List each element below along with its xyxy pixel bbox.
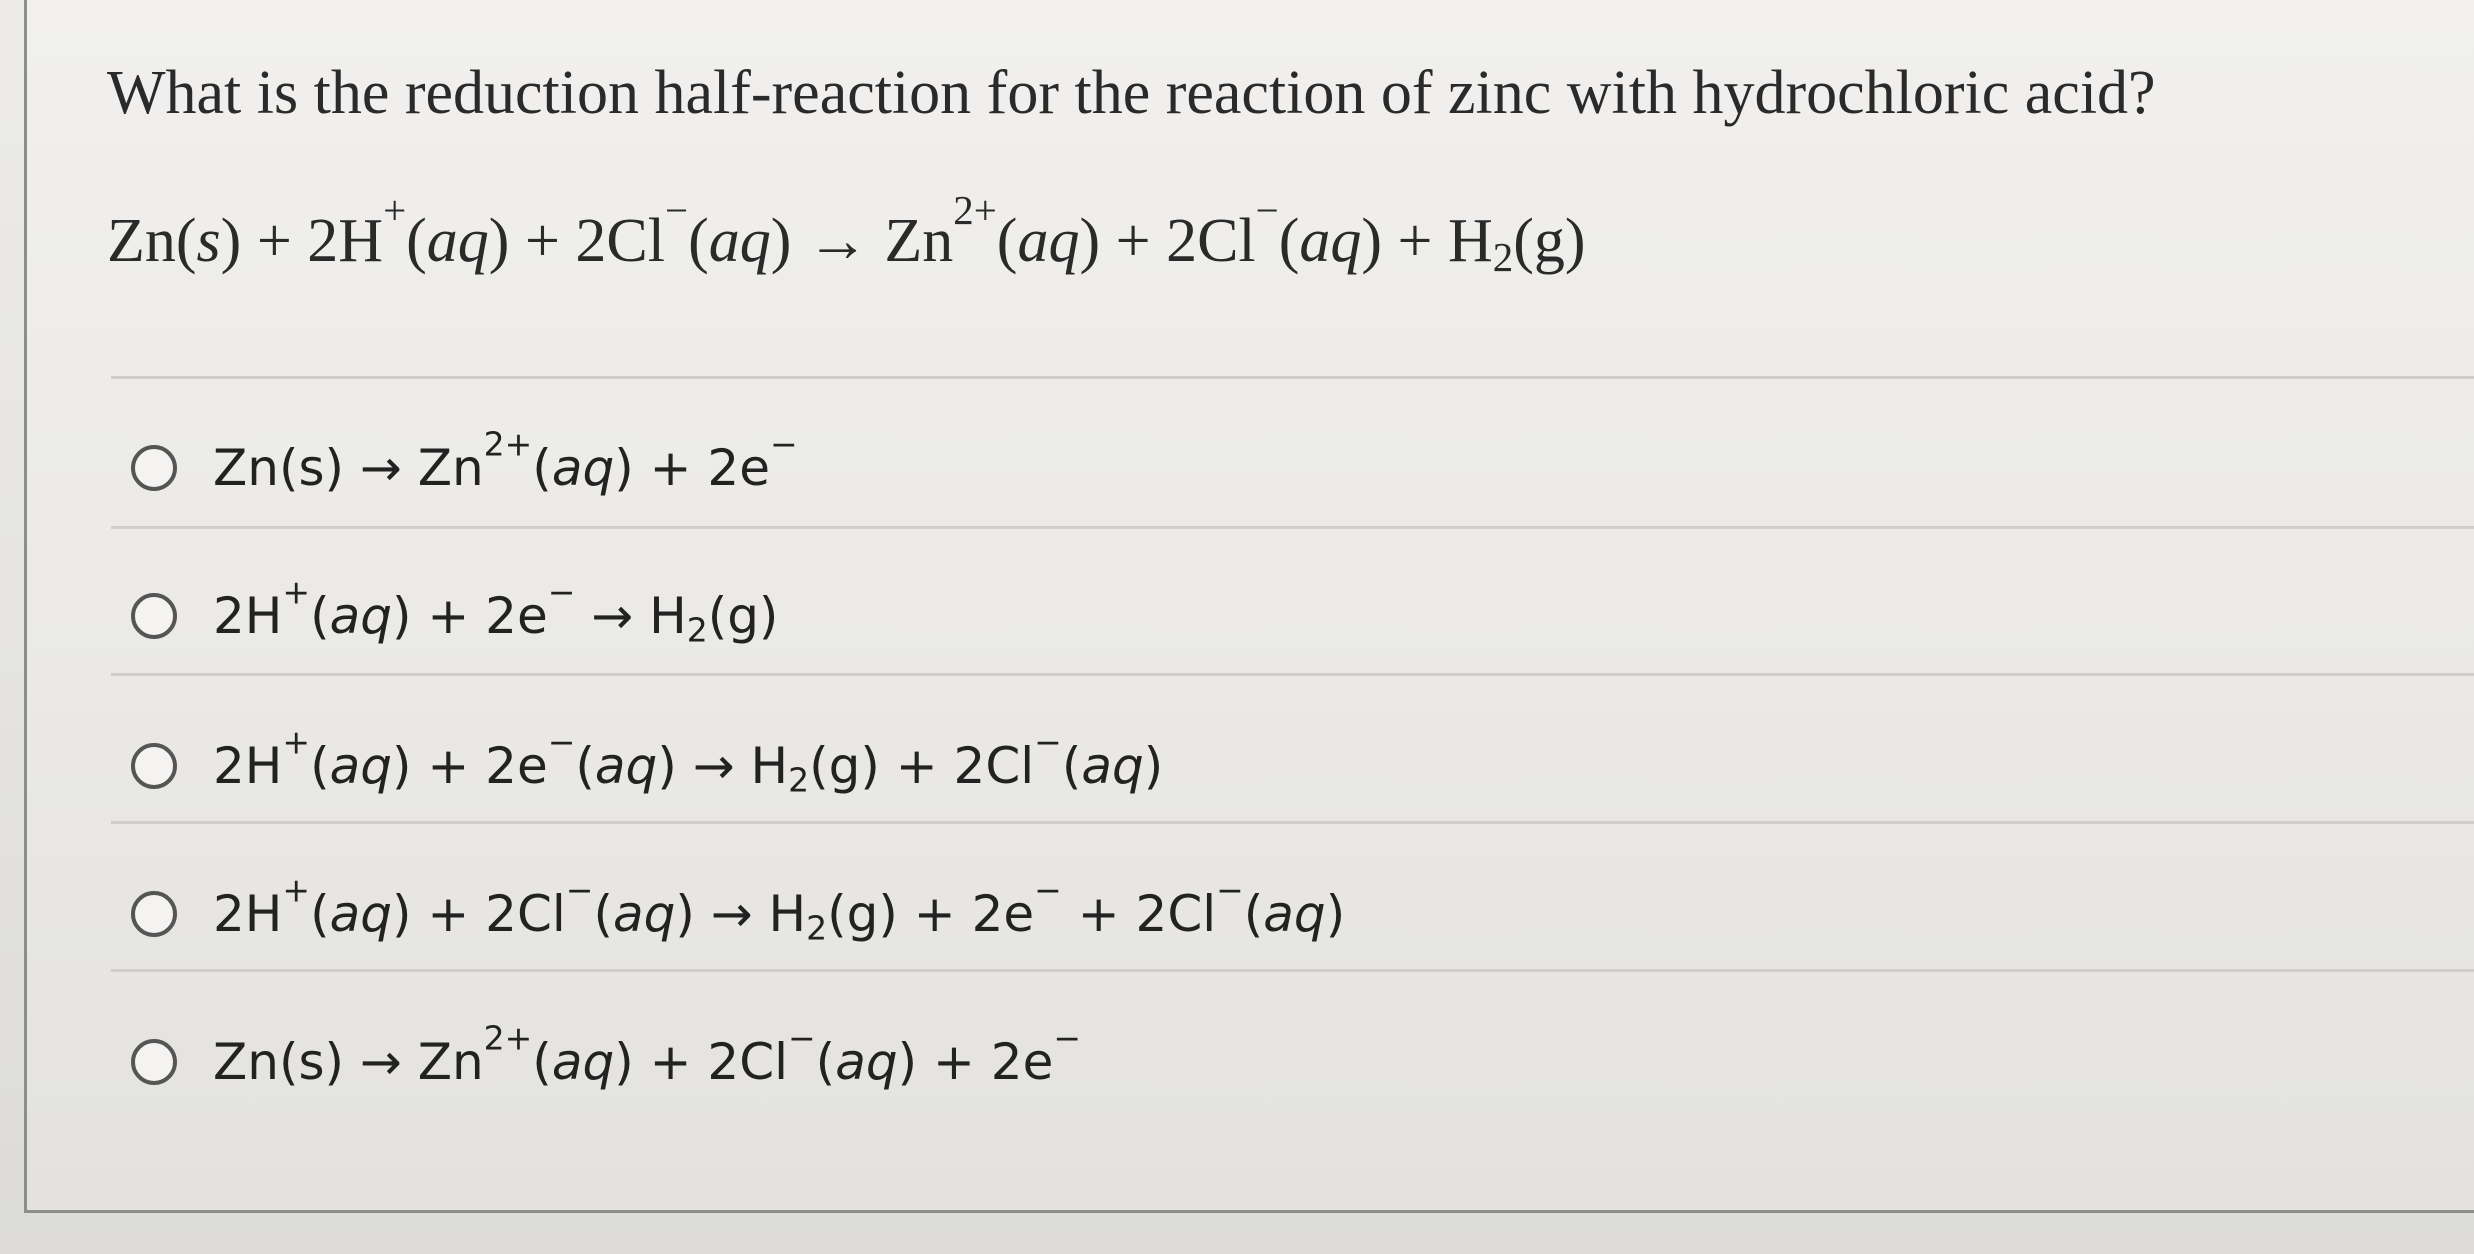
- option-subscript: 2: [806, 908, 828, 948]
- option-text-part: (: [310, 587, 330, 645]
- question-text: What is the reduction half-reaction for the reaction of zinc with hydrochloric acid?: [107, 59, 2156, 127]
- option-charge: +: [282, 722, 311, 762]
- eq-part: Zn(: [107, 207, 197, 275]
- option-charge: −: [565, 870, 594, 910]
- eq-part: ) + 2Cl: [488, 207, 665, 275]
- option-text-part: (g) + 2e: [827, 885, 1035, 943]
- eq-state: aq: [1017, 207, 1080, 275]
- option-charge: −: [1053, 1018, 1081, 1058]
- answer-option[interactable]: [131, 864, 1345, 964]
- option-text-part: (: [532, 439, 552, 497]
- eq-state: aq: [426, 207, 489, 275]
- eq-charge: −: [1255, 188, 1279, 234]
- eq-subscript: 2: [1492, 235, 1514, 281]
- option-text-part: ) + 2Cl: [391, 885, 566, 943]
- divider: [111, 526, 2474, 529]
- option-state: aq: [835, 1033, 898, 1091]
- eq-part: (: [688, 207, 709, 275]
- divider: [111, 969, 2474, 972]
- eq-state: aq: [708, 207, 771, 275]
- eq-part: ) + 2H: [220, 207, 384, 275]
- eq-charge: −: [665, 188, 689, 234]
- option-state: aq: [1081, 737, 1144, 795]
- option-state: aq: [1263, 885, 1326, 943]
- option-text-part: (: [1243, 885, 1264, 943]
- divider: [111, 376, 2474, 379]
- option-text-part: ): [1325, 885, 1346, 943]
- option-text-part: (: [310, 885, 330, 943]
- option-text-part: ) + 2Cl: [614, 1033, 789, 1091]
- eq-part: ) → Zn: [770, 207, 954, 275]
- option-state: aq: [612, 885, 676, 943]
- option-text-part: ): [1143, 737, 1164, 795]
- option-state: aq: [551, 1033, 615, 1091]
- option-subscript: 2: [788, 760, 810, 800]
- eq-part: (: [1278, 207, 1300, 275]
- option-state: aq: [594, 737, 658, 795]
- answer-option[interactable]: [131, 418, 798, 518]
- option-text-part: (: [310, 737, 330, 795]
- option-text-part: (: [575, 737, 595, 795]
- radio-button[interactable]: [131, 891, 177, 937]
- eq-part: ) + 2Cl: [1079, 207, 1256, 275]
- option-label: [213, 572, 779, 650]
- option-text-part: ) → H: [675, 885, 807, 943]
- option-state: aq: [329, 587, 392, 645]
- radio-button[interactable]: [131, 743, 177, 789]
- eq-part: (: [996, 207, 1018, 275]
- option-charge: −: [1216, 870, 1244, 910]
- option-text-part: ) + 2e: [897, 1033, 1054, 1091]
- eq-state: aq: [1299, 207, 1362, 275]
- radio-button[interactable]: [131, 445, 177, 491]
- option-charge: −: [1034, 722, 1062, 762]
- option-text-part: 2H: [213, 587, 283, 645]
- option-state: aq: [329, 885, 392, 943]
- option-charge: −: [547, 572, 576, 612]
- option-text-part: ) + 2e: [391, 737, 548, 795]
- option-text-part: (: [593, 885, 613, 943]
- option-label: [213, 870, 1346, 948]
- option-text-part: ) → H: [657, 737, 789, 795]
- eq-part: s: [196, 207, 221, 275]
- eq-charge: 2+: [953, 188, 997, 234]
- option-text-part: 2H: [213, 737, 283, 795]
- option-charge: 2+: [483, 1018, 533, 1058]
- option-text-part: Zn(s) → Zn: [213, 1033, 484, 1091]
- option-charge: −: [1034, 870, 1062, 910]
- eq-part: (g): [1513, 207, 1586, 275]
- option-state: aq: [329, 737, 392, 795]
- option-text-part: (: [532, 1033, 552, 1091]
- option-charge: −: [547, 722, 576, 762]
- option-charge: −: [788, 1018, 816, 1058]
- answer-option[interactable]: [131, 566, 778, 666]
- option-text-part: ) + 2e: [391, 587, 548, 645]
- option-label: [213, 424, 798, 497]
- option-text-part: → H: [575, 587, 687, 645]
- eq-part: (: [406, 207, 427, 275]
- option-charge: +: [282, 572, 311, 612]
- reaction-equation: [107, 188, 2407, 286]
- option-text-part: (: [1061, 737, 1082, 795]
- option-text-part: (g) + 2Cl: [809, 737, 1035, 795]
- option-text-part: ) + 2e: [614, 439, 770, 497]
- option-text-part: (g): [707, 587, 779, 645]
- option-text-part: Zn(s) → Zn: [213, 439, 484, 497]
- eq-part: ) + H: [1361, 207, 1493, 275]
- radio-button[interactable]: [131, 593, 177, 639]
- option-text-part: 2H: [213, 885, 283, 943]
- eq-charge: +: [383, 188, 407, 234]
- option-text-part: + 2Cl: [1061, 885, 1217, 943]
- option-label: [213, 722, 1164, 800]
- question-panel: [24, 0, 2474, 1213]
- option-charge: +: [282, 870, 311, 910]
- option-charge: 2+: [483, 424, 533, 464]
- answer-option[interactable]: [131, 716, 1163, 816]
- divider: [111, 821, 2474, 824]
- radio-button[interactable]: [131, 1039, 177, 1085]
- option-state: aq: [551, 439, 615, 497]
- answer-option[interactable]: [131, 1012, 1081, 1112]
- option-text-part: (: [815, 1033, 836, 1091]
- option-charge: −: [769, 424, 798, 464]
- divider: [111, 673, 2474, 676]
- option-label: [213, 1018, 1081, 1091]
- option-subscript: 2: [686, 610, 708, 650]
